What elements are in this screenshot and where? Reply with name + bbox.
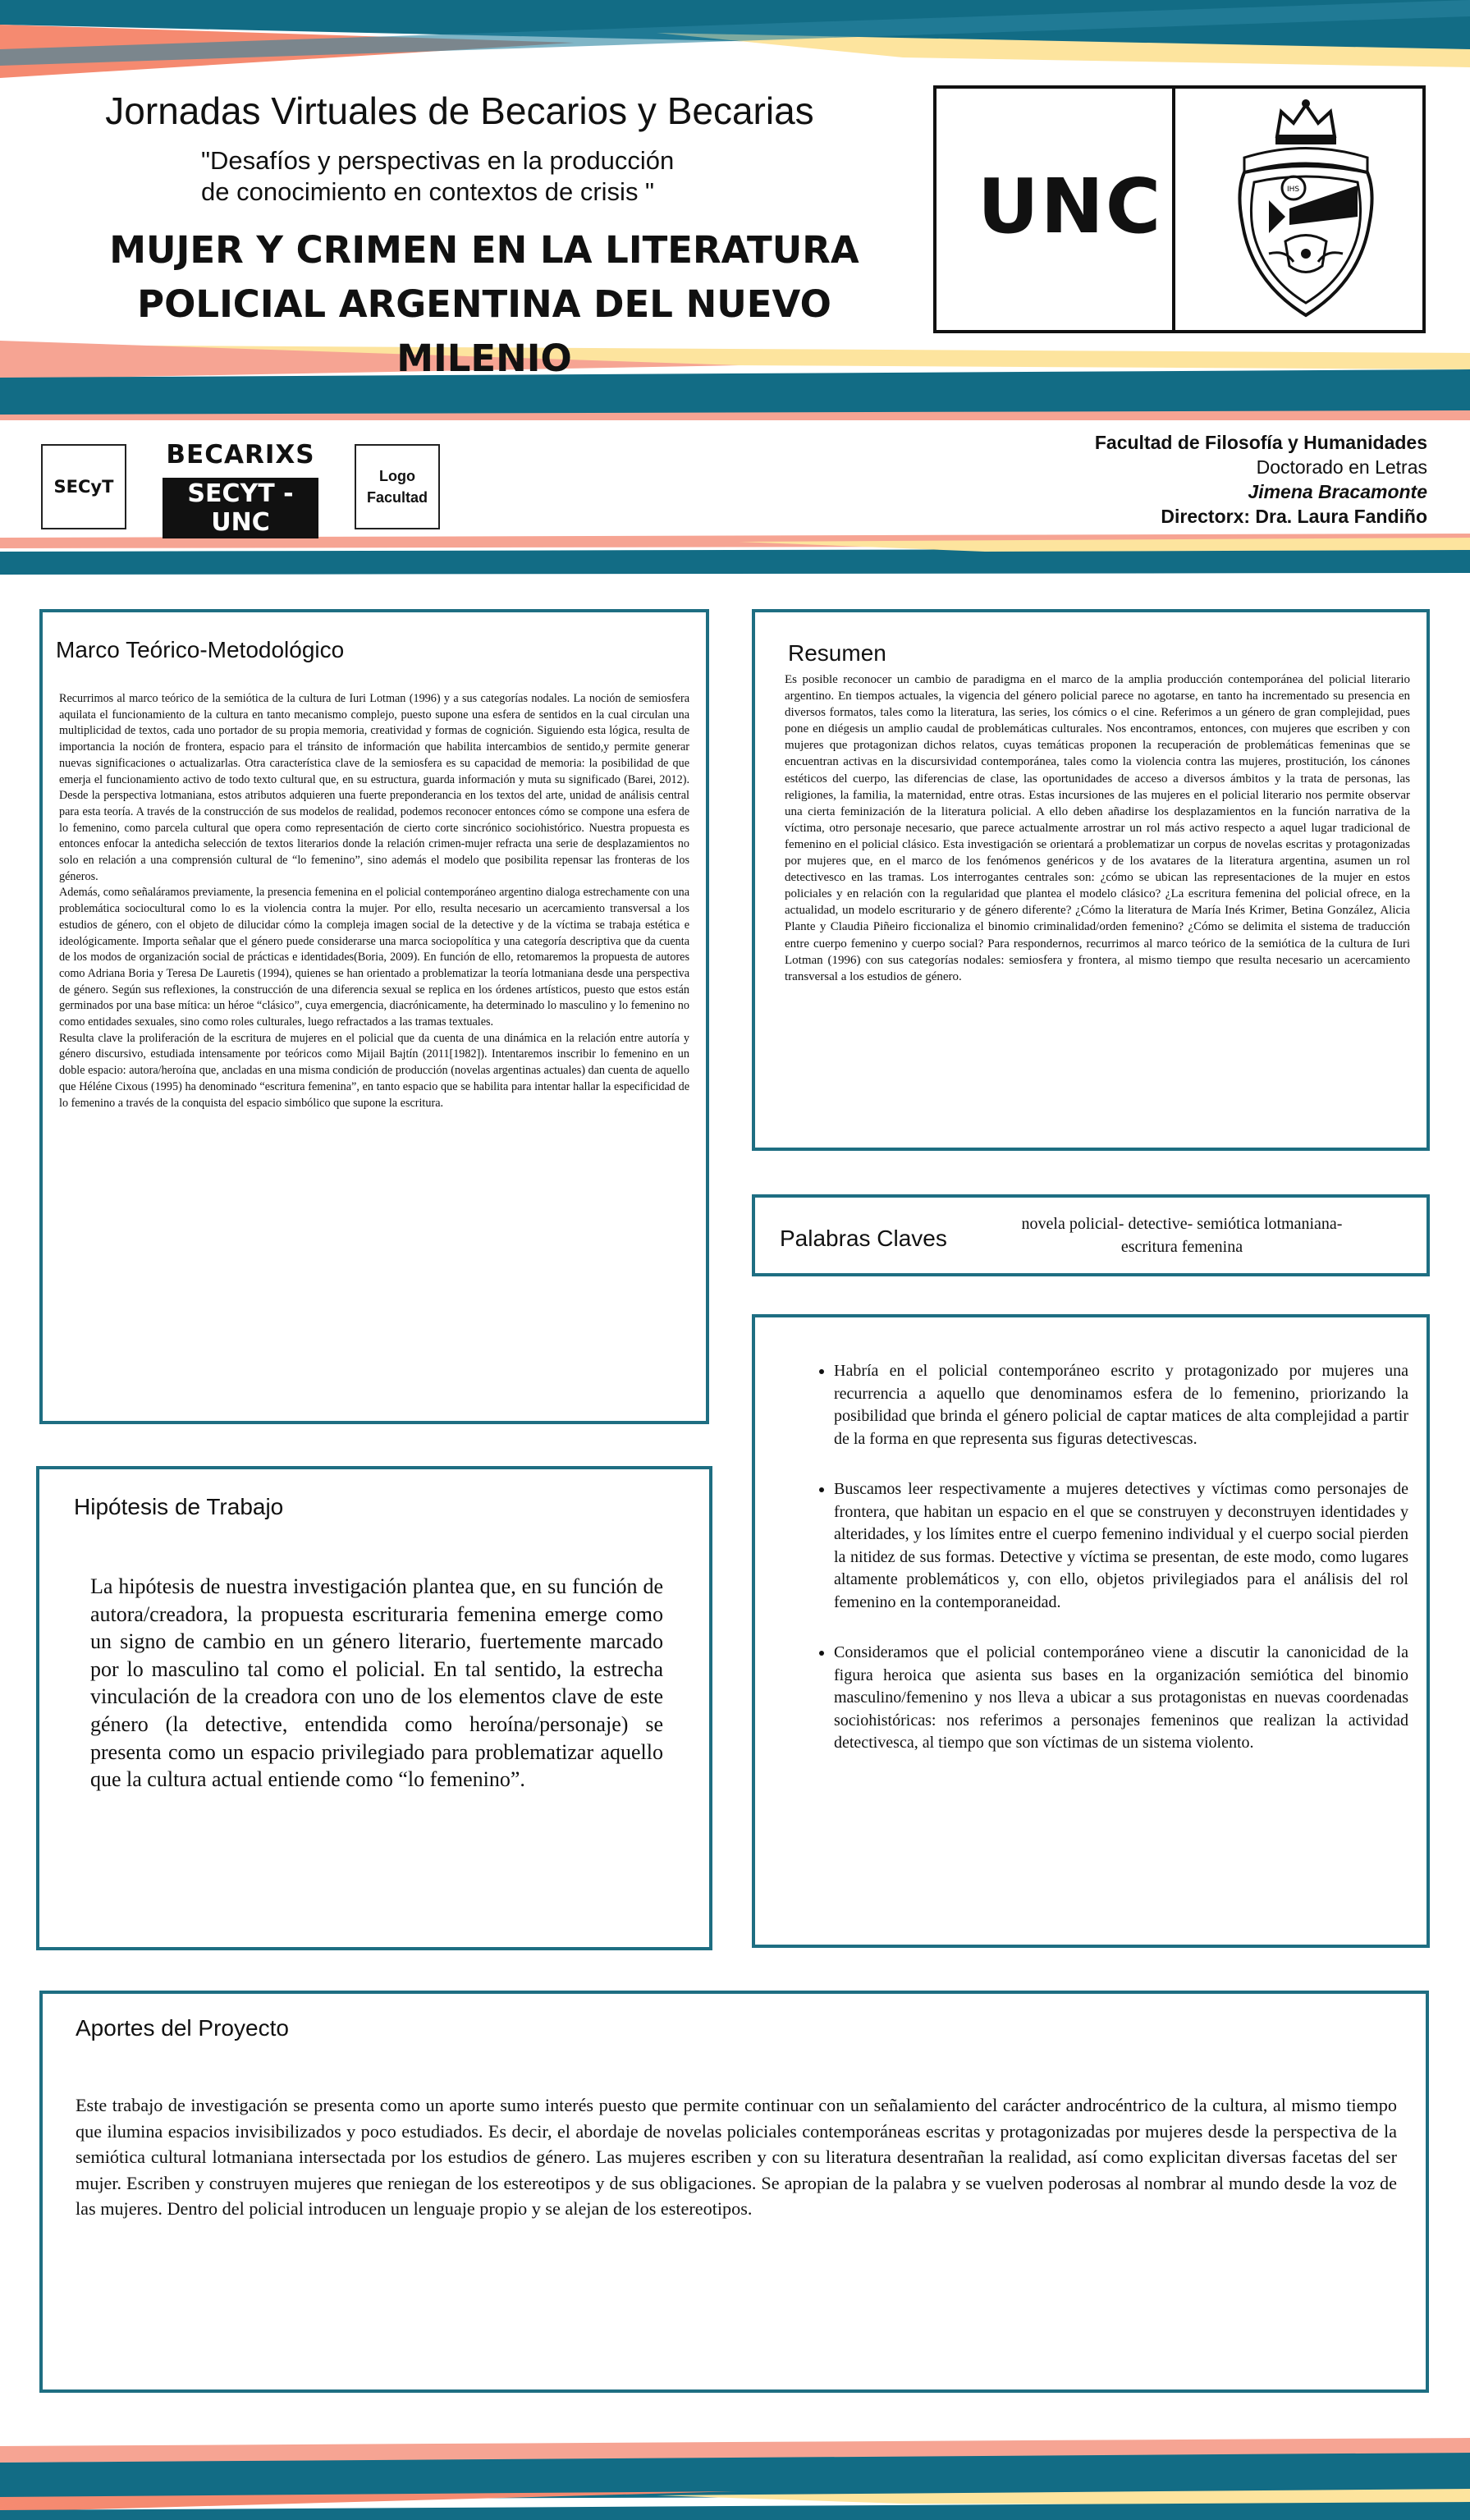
poster-title — [57, 223, 911, 386]
unc-logo — [933, 85, 1426, 333]
resumen-text: Es posible reconocer un cambio de paradigma en el marco de la amplia producción contemporánea del policial literario argentino. En tiempos actuales, la vigencia del género policial parece no agotarse, en tanto ha incrementado su presencia en diversos formatos, tales como la literatura, las series, los cómics o el cine. Referimos a un género de gran complejidad, pues pone en diégesis un amplio caudal de problemáticas culturales. Nos encontramos, entonces, con mujeres que escriben y con mujeres que protagonizan dichos relatos, cuyas temáticas proponen la recuperación de problemáticas femeninas que se encuentran activas en la discursividad contemporánea, tales como la violencia contra las mujeres, prostitución, los cánones estéticos del cuerpo, las diferencias de clase, las oportunidades de acceso a diversos ámbitos y la trata de personas, las religiones, la familia, la maternidad, entre otras. Estas incursiones de las mujeres en el policial literario nos permite observar una cierta feminización de la literatura policial. A ello deben añadirse los desplazamientos en la función narrativa de la víctima, otro personaje necesario, que parece actualmente arrostrar un rol más activo respecto a aquel lugar tradicional de femenino en el policial clásico. Esta investigación se orientará a problematizar un corpus de novelas escritas y protagonizadas por mujeres que, en el marco de los fenómenos genéricos y de los avatares de la literatura argentina, asumen un rol detectivesco en las tramas. Los interrogantes centrales son: ¿cómo se ubican las representaciones de la mujer en estos policiales y en relación con la regularidad que plantea el modelo clásico? ¿La escritura femenina del policial ofrece, en la actualidad, un modelo escriturario y de género diferente? ¿Cómo la literatura de María Inés Krimer, Betina González, Alicia Plante y Claudia Piñeiro ficcionaliza el binomio criminalidad/orden femenino? ¿Cómo se delimita el sistema de traducción entre cuerpo femenino y cuerpo social? Para respondernos, recurrimos al marco teórico de la semiótica de la cultura de Iuri Lotman (1996) con sus categorías nodales: semiosfera y frontera, al mismo tiempo que resulta necesario un acercamiento transversal a los estudios de género. — [785, 673, 1410, 983]
affiliation — [1095, 430, 1427, 529]
palabras-keywords — [977, 1212, 1387, 1258]
resumen-heading: Resumen — [788, 640, 886, 666]
aportes-heading: Aportes del Proyecto — [76, 2015, 289, 2041]
palabras-section — [752, 1194, 1430, 1276]
author-name: Jimena Bracamonte — [1248, 481, 1427, 502]
keywords-line2: escritura femenina — [1120, 1238, 1243, 1256]
hipotesis-heading: Hipótesis de Trabajo — [74, 1494, 284, 1519]
hipotesis-section — [36, 1466, 712, 1950]
poster-title-line2: POLICIAL ARGENTINA DEL NUEVO — [137, 282, 831, 326]
event-subtitle-line1: "Desafíos y perspectivas en la producción — [201, 146, 675, 175]
becarixs-logo-line1: BECARIXS — [166, 440, 315, 470]
objetivo-item-1: • Habría en el policial contemporáneo escrito y protagonizado por mujeres una recurrencia a aquello que denominamos esfera de lo femenino, priorizando la posibilidad que brinda el género policial de captar matices de alta complejidad a partir de la forma en que representa sus figuras detectivescas. — [834, 1360, 1408, 1450]
aportes-text: Este trabajo de investigación se presenta como un aporte sumo interés puesto que permite continuar con un señalamiento del carácter androcéntrico de la cultura, al mismo tiempo que ilumina espacios invisibilizados y poco estudiados. Es decir, el abordaje de novelas policiales contemporáneas escritas y protagonizadas por mujeres desde la perspectiva de la semiótica cultural lotmaniana intersectada por los estudios de género. Las mujeres escriben y con su literatura desentrañan la realidad, así como explicitan diversas facetas del ser mujer. Escriben y construyen mujeres que reniegan de los estereotipos y de sus obligaciones. Se apropian de la palabra y se vuelven poderosas al nombrar al mundo desde la voz de las mujeres. Dentro del policial introducen un lenguaje propio y se alejan de los estereotipos. — [76, 2095, 1397, 2219]
hipotesis-text: La hipótesis de nuestra investigación plantea que, en su función de autora/creadora, la propuesta escrituraria femenina emerge como un signo de cambio en un género literario, fuertemente marcado por lo masculino tal como el policial. En tal sentido, la estrecha vinculación de la creadora con uno de los elementos clave de este género (la detective, entendida como heroína/personaje) se presenta como un espacio privilegiado para problematizar aquello que la cultura actual entiende como “lo femenino”. — [90, 1574, 663, 1792]
logo-facultad-line2: Facultad — [366, 489, 428, 506]
logo-facultad — [355, 444, 440, 529]
director-name: Directorx: Dra. Laura Fandiño — [1161, 506, 1427, 527]
becarixs-logo — [163, 440, 318, 537]
palabras-heading: Palabras Claves — [780, 1226, 947, 1251]
marco-section — [39, 609, 709, 1424]
aportes-section — [39, 1991, 1429, 2393]
marco-text: Recurrimos al marco teórico de la semiótica de la cultura de Iuri Lotman (1996) y a sus categorías nodales. La noción de semiosfera aquilata el funcionamiento de la cultura en tanto mecanismo complejo, puesto supone una esfera de sentidos en la cual circulan una multiplicidad de textos, cada uno portador de su propia memoria, creatividad y formas de cognición. Siguiendo esta lógica, resulta de importancia la noción de frontera, espacio para el tránsito de información que habilita intercambios de sentido,y permite generar nuevas significaciones o actualizarlas. Otra característica clave de la semiosfera es su capacidad de memoria: la posibilidad de que emerja el funcionamiento activo de todo texto cultural que, en su estructura, guarda información y muta su significado (Barei, 2012). Desde la perspectiva lotmaniana, estos atributos adquieren una fuerte preponderancia en los textos del arte, unidad de análisis central para esta teoría. A través de la construcción de sus modelos de realidad, podemos reconocer entonces cómo se compone una esfera de lo femenino, como parcela cultural que opera como representación de cierto corte sincrónico sociohistórico. Nuestra propuesta es entonces enfocar la antedicha selección de textos literarios donde la relación crimen-mujer refracta una serie de desplazamientos no solo en relación a una comprensión cultural de “lo femenino”, sino además el modelo que posibilita repensar las fronteras de los géneros. Además, como señaláramos previamente, la presencia femenina en el policial contemporáneo argentino dialoga estrechamente con una problemática sociocultural como lo es la violencia contra la mujer. Por ello, resulta necesario un acercamiento transversal a los estudios de género, con el objeto de dilucidar cómo la compleja imagen social de la detective y de la víctima se trabaja estética e ideológicamente. Importa señalar que el género puede considerarse una marca sociopolítica y una categoría descriptiva que da cuenta de los modos de organización social de prácticas e identidades(Boria, 2009). En función de ello, retomaremos la propuesta de autores como Adriana Boria y Teresa De Lauretis (1994), quienes se han orientado a problematizar la teoría lotmaniana desde una perspectiva de género. Según sus reflexiones, la construcción de una diferencia sexual se replica en los órdenes artísticos, puesto que estos están germinados por una base mítica: un héroe “clásico”, cuya emergencia, diacrónicamente, ha determinado lo masculino y lo femenino no como entidades sexuales, sino como roles culturales, luego refractados a las tramas textuales. Resulta clave la proliferación de la escritura de mujeres en el policial que da cuenta de una dinámica en la relación entre autoría y género discursivo, estudiada intensamente por teóricos como Mijail Bajtín (2011[1982]). Intentaremos inscribir lo femenino en un doble espacio: autora/heroína que, ancladas en una misma condición de producción (novelas argentinas actuales) dan cuenta de aquello que Héléne Cixous (1995) ha denominado “escritura femenina”, en tanto espacio que se habilita para intentar hallar la especificidad de lo femenino a través de la conquista del espacio simbólico que supone la escritura. — [59, 692, 689, 1110]
secyt-logo — [41, 444, 126, 529]
event-subtitle-line2: de conocimiento en contextos de crisis " — [201, 177, 655, 206]
svg-text:IHS: IHS — [1287, 186, 1300, 194]
objetivos-section — [752, 1314, 1430, 1948]
event-title: Jornadas Virtuales de Becarios y Becarias — [105, 89, 814, 132]
resumen-section — [752, 609, 1430, 1151]
objetivo-item-3: • Consideramos que el policial contemporáneo viene a discutir la canonicidad de la figura heroica que asienta sus bases en la organización semiótica del binomio masculino/femenino y nos lleva a ubicar a sus protagonistas en nuevas coordenadas sociohistóricas: nos referimos a personajes femeninos que realizan la actividad detectivesca, al tiempo que son víctimas de un sistema violento. — [834, 1642, 1408, 1755]
secyt-logo-text: SECyT — [53, 477, 114, 497]
unc-logo-divider — [1172, 89, 1175, 330]
objetivo-item-2: • Buscamos leer respectivamente a mujeres detectives y víctimas como personajes de frontera, que habitan un espacio en el que se construyen y deconstruyen identidades y alteridades, y los límites entre el cuerpo femenino individual y el cuerpo social pierden la nitidez de sus formas. Detective y víctima se presentan, de este modo, como lugares altamente problemáticos y, con ello, objetos privilegiados para el análisis del rol femenino en la contemporaneidad. — [834, 1478, 1408, 1614]
marco-heading: Marco Teórico-Metodológico — [56, 637, 345, 662]
program-name: Doctorado en Letras — [1256, 456, 1427, 478]
keywords-line1: novela policial- detective- semiótica lotmaniana- — [1021, 1215, 1343, 1233]
poster-title-line1: MUJER Y CRIMEN EN LA LITERATURA — [109, 228, 859, 272]
becarixs-logo-line2: SECYT -UNC — [163, 478, 318, 538]
logo-facultad-line1: Logo — [379, 468, 415, 484]
unc-shield-icon — [1211, 94, 1400, 328]
unc-logo-text: UNC — [978, 163, 1163, 250]
footer-decoration — [0, 2438, 1470, 2520]
objetivos-list — [813, 1360, 1408, 1783]
faculty-name: Facultad de Filosofía y Humanidades — [1094, 432, 1427, 453]
poster-title-line3: MILENIO — [396, 337, 572, 380]
